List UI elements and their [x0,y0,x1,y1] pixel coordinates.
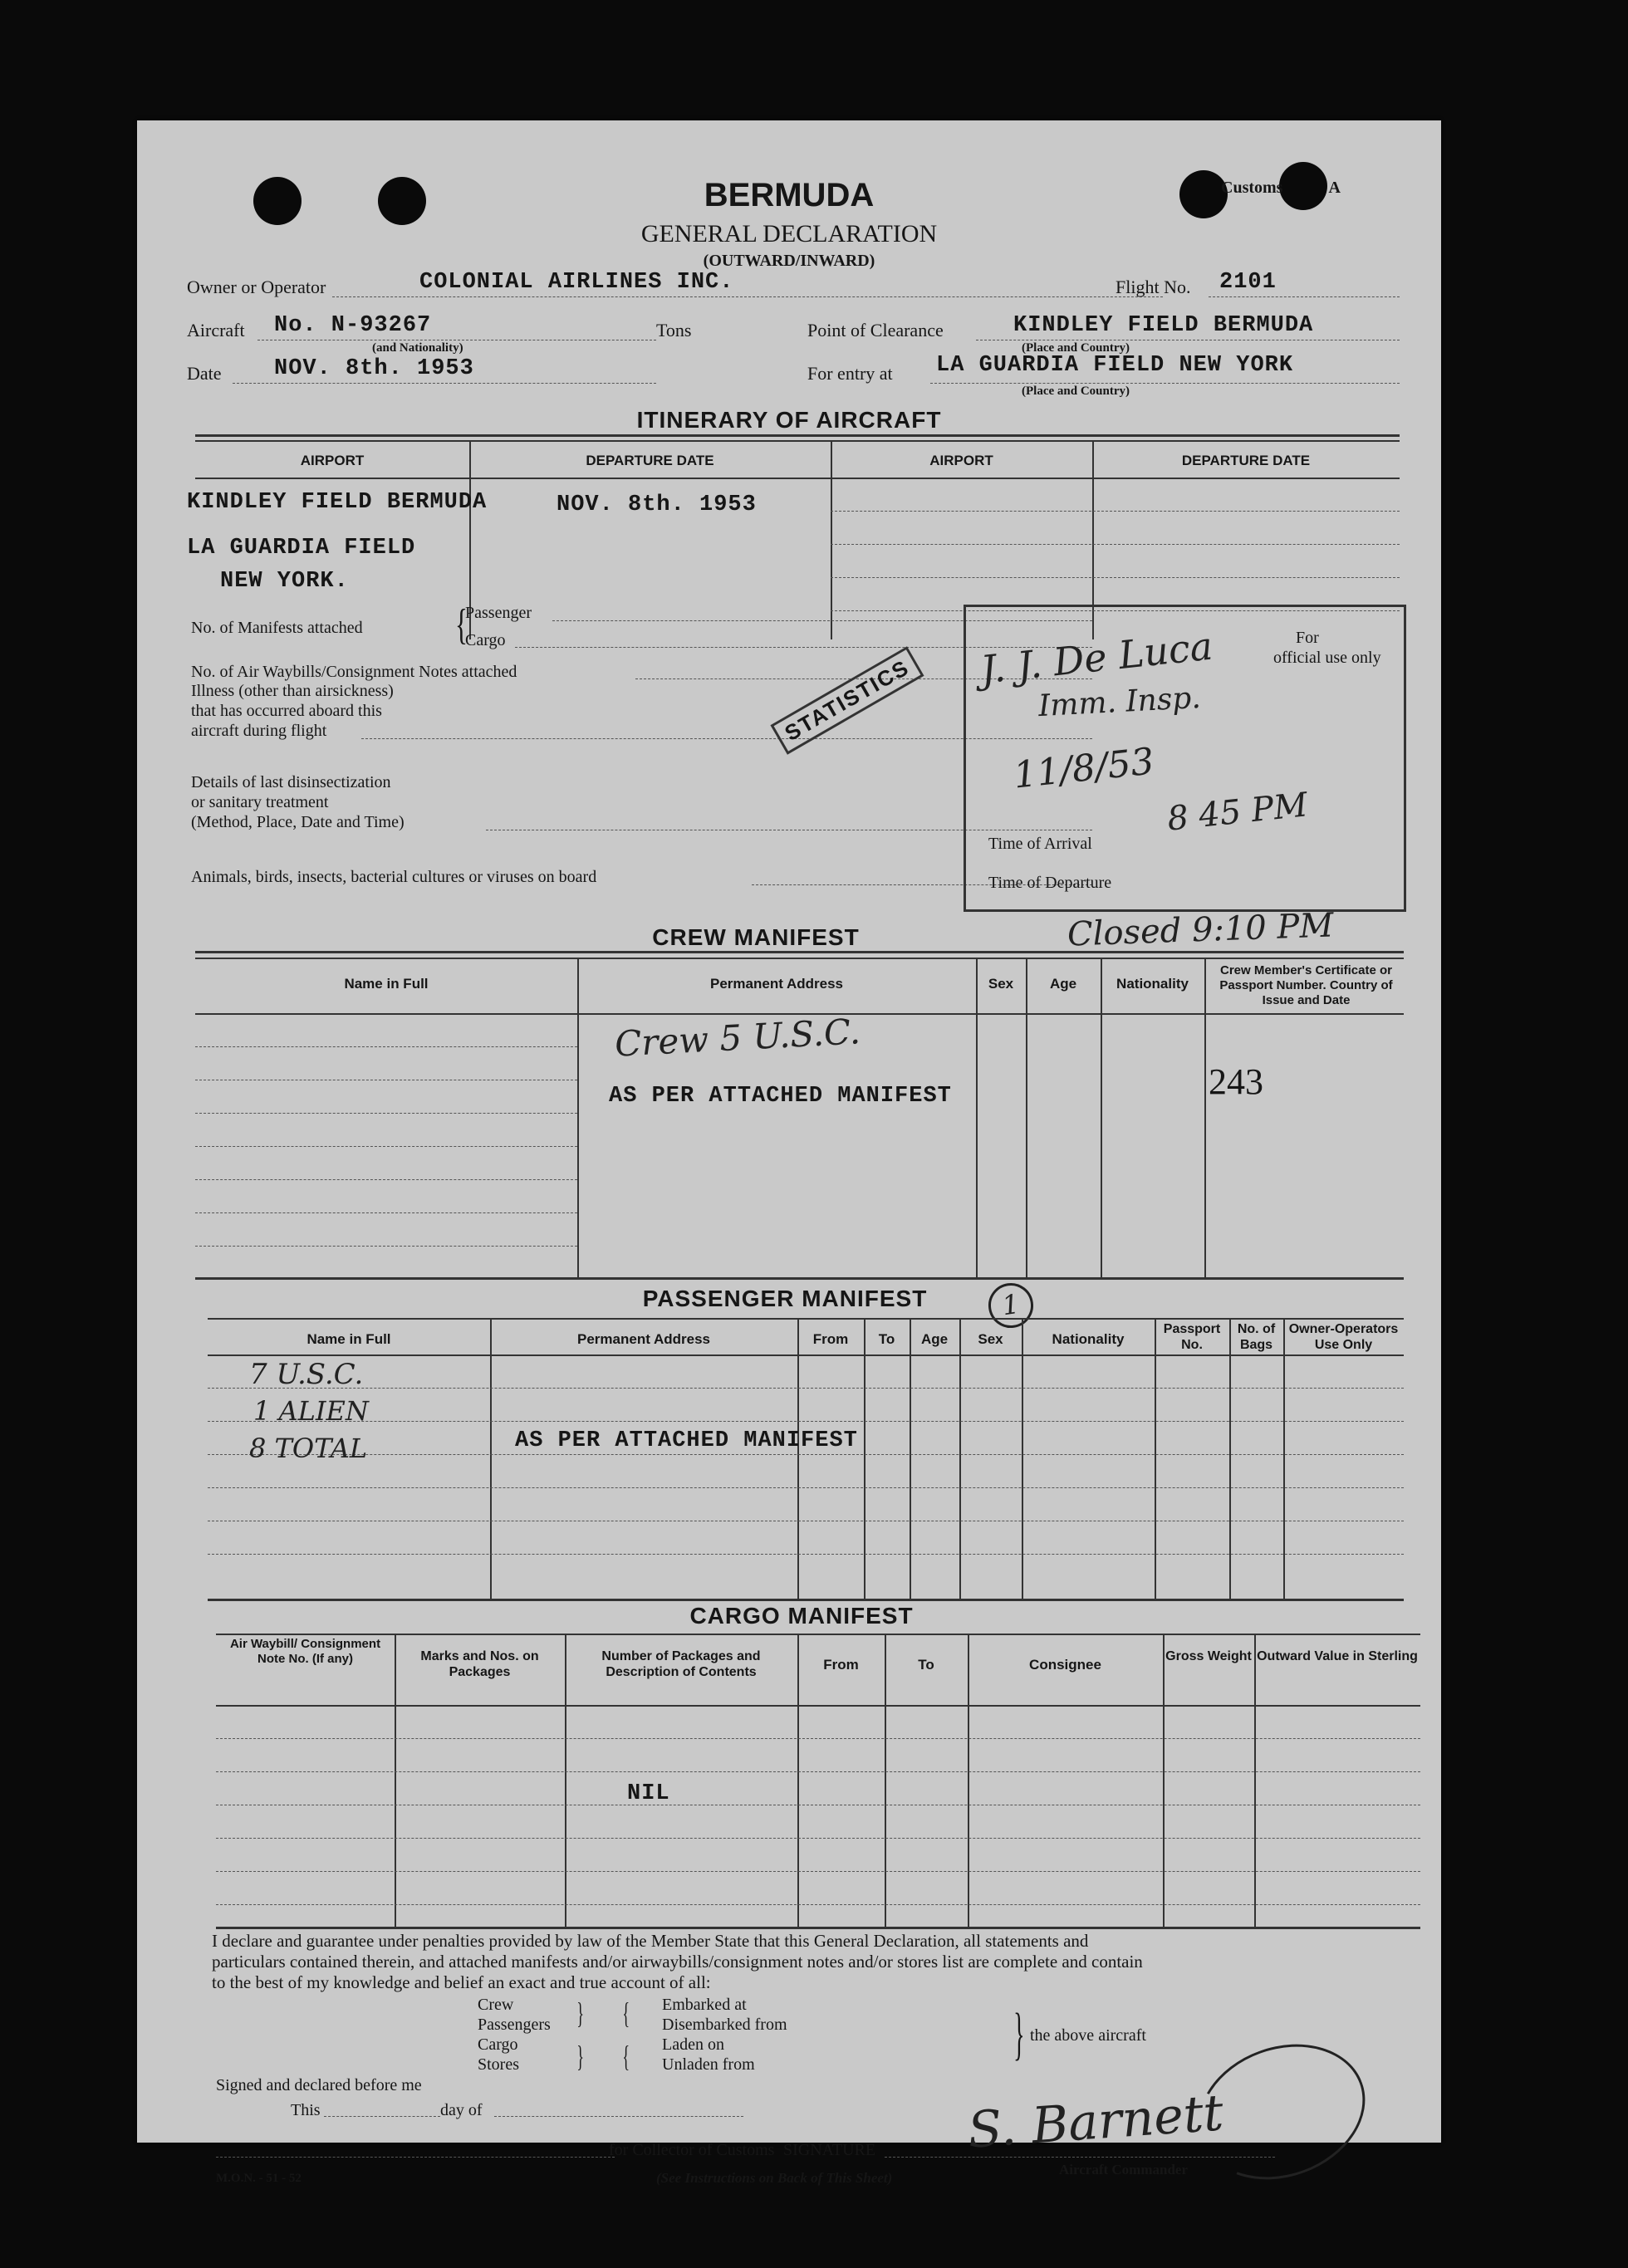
passenger-divider-5 [959,1318,961,1599]
crew-col-nationality: Nationality [1116,976,1189,992]
itinerary-airport-3: NEW YORK. [220,569,349,594]
decl-unladen: Unladen from [662,2055,755,2074]
itinerary-sub-rule [195,478,1400,479]
crew-typed: AS PER ATTACHED MANIFEST [609,1084,952,1109]
decl-passengers: Passengers [478,2016,551,2034]
crew-handwritten: Crew 5 U.S.C. [613,1011,862,1065]
passenger-divider-3 [864,1318,865,1599]
cargo-divider-2 [565,1634,566,1927]
customs-label-suffix: A [1328,179,1341,197]
declaration-form [137,120,1441,2186]
crew-top-rule [195,951,1404,953]
official-time: 8 45 PM [1165,786,1310,839]
itinerary-top-rule [195,434,1400,437]
closed-note: Closed 9:10 PM [1067,906,1335,954]
manifests-label: No. of Manifests attached [191,619,363,637]
crew-divider-5 [1204,958,1206,1277]
crew-col-address: Permanent Address [710,976,843,992]
decl-cargo: Cargo [478,2035,518,2054]
declaration-text-2: particulars contained therein, and attached manifests and/or airwaybills/consignment notes and/or stores list are complete and contain [212,1952,1143,1972]
cargo-title: CARGO MANIFEST [689,1603,914,1629]
nationality-caption: (and Nationality) [372,341,463,355]
day-label: day of [440,2101,483,2119]
cargo-divider-1 [395,1634,396,1927]
decl-crew: Crew [478,1996,514,2014]
decl-stores: Stores [478,2055,519,2074]
crew-divider-1 [577,958,579,1277]
itinerary-row-line-3 [831,577,1400,578]
departure-label: Time of Departure [988,874,1112,892]
commander-label: Aircraft Commander [1059,2162,1189,2177]
passenger-divider-1 [490,1318,492,1599]
crew-col-age: Age [1049,976,1077,992]
crew-number: 243 [1209,1061,1263,1102]
cargo-bottom-rule [216,1927,1420,1929]
crew-divider-4 [1101,958,1102,1277]
itinerary-col-airport-2: AIRPORT [929,453,993,468]
passenger-circle-mark [986,1281,1037,1331]
crew-row-3 [195,1113,577,1114]
disinsect-label-1: Details of last disinsectization [191,773,391,791]
official-title: Imm. Insp. [1037,680,1202,724]
official-signature: J. J. De Luca [978,623,1215,693]
itinerary-airport-1: KINDLEY FIELD BERMUDA [187,490,488,515]
cargo-row-6 [216,1904,1420,1905]
tons-label: Tons [656,320,692,340]
passenger-circle-number: 1 [1000,1287,1022,1322]
cargo-sub-rule [216,1705,1420,1707]
cargo-row-2 [216,1771,1420,1772]
crew-bottom-rule [195,1277,1404,1280]
passenger-sub-rule [208,1354,1404,1356]
passenger-hand-3: 8 TOTAL [249,1433,368,1464]
passenger-typed: AS PER ATTACHED MANIFEST [515,1428,858,1453]
disinsect-label-3: (Method, Place, Date and Time) [191,813,405,831]
passenger-row-2 [208,1421,1404,1422]
owner-label: Owner or Operator [187,277,326,297]
cargo-col-consignee: Consignee [1029,1657,1101,1673]
official-date: 11/8/53 [1011,740,1156,797]
itinerary-row-line-2 [831,544,1400,545]
passenger-col-name: Name in Full [306,1331,391,1347]
animals-label: Animals, birds, insects, bacterial cultures or viruses on board [191,868,597,886]
passenger-col-to: To [878,1331,895,1347]
passenger-row-4 [208,1487,1404,1488]
passenger-divider-6 [1022,1318,1023,1599]
cargo-col-weight: Gross Weight [1165,1649,1252,1663]
commander-signature-flourish [1179,2021,1385,2202]
declaration-text-1: I declare and guarantee under penalties provided by law of the Member State that this General Declaration, all statements and [212,1931,1089,1951]
passenger-hand-1: 7 U.S.C. [249,1358,364,1391]
cargo-divider-5 [968,1634,969,1927]
illness-label-1: Illness (other than airsickness) [191,682,394,700]
passenger-col-owner-use: Owner-Operators Use Only [1288,1322,1399,1352]
illness-label-2: that has occurred aboard this [191,702,382,720]
crew-divider-3 [1026,958,1027,1277]
official-label-1: For [1296,629,1319,647]
cargo-col-to: To [918,1657,934,1673]
passenger-divider-4 [910,1318,911,1599]
crew-col-name: Name in Full [344,976,429,992]
instructions-note: (See Instructions on Back of This Sheet) [656,2170,893,2186]
cargo-col-marks: Marks and Nos. on Packages [420,1649,539,1679]
owner-value: COLONIAL AIRLINES INC. [419,270,734,295]
cargo-divider-3 [797,1634,799,1927]
place-caption-1: (Place and Country) [1022,341,1130,355]
flight-line [1209,296,1400,297]
form-direction: (OUTWARD/INWARD) [703,252,875,270]
aircraft-value: No. N-93267 [274,313,432,338]
aircraft-label: Aircraft [187,320,245,340]
itinerary-col-airport-1: AIRPORT [300,453,365,468]
crew-row-6 [195,1212,577,1213]
passenger-hand-2: 1 ALIEN [253,1395,369,1427]
passenger-divider-9 [1283,1318,1285,1599]
itinerary-airport-2: LA GUARDIA FIELD [187,536,416,561]
form-subtitle: GENERAL DECLARATION [640,220,938,247]
passenger-col-from: From [812,1331,849,1347]
passenger-head-rule [208,1318,1404,1320]
cargo-head-rule [216,1634,1420,1635]
cargo-col-value: Outward Value in Sterling [1257,1649,1418,1663]
crew-row-1 [195,1046,577,1047]
cargo-divider-7 [1254,1634,1256,1927]
signed-label: Signed and declared before me [216,2076,422,2094]
place-caption-2: (Place and Country) [1022,385,1130,398]
cargo-divider-6 [1163,1634,1165,1927]
customs-label-text: Customs [1221,179,1283,197]
flight-label: Flight No. [1116,277,1191,297]
itinerary-row-line-1 [831,511,1400,512]
form-title: BERMUDA [704,177,875,213]
decl-embarked: Embarked at [662,1996,747,2014]
passenger-col-sex: Sex [978,1331,1003,1347]
decl-laden: Laden on [662,2035,724,2054]
signature-label: SIGNATURE [783,2141,876,2159]
crew-col-sex: Sex [988,976,1014,992]
statistics-stamp: STATISTICS [770,646,924,754]
cargo-col-description: Number of Packages and Description of Contents [601,1649,761,1679]
decl-brace-right-2: { [622,2040,630,2073]
disinsect-label-2: or sanitary treatment [191,793,329,811]
crew-col-certificate: Crew Member's Certificate or Passport Number. Country of Issue and Date [1219,963,1393,1007]
manifests-brace: { [454,601,468,649]
itinerary-col-date-2: DEPARTURE DATE [1181,453,1311,468]
arrival-label: Time of Arrival [988,835,1092,853]
itinerary-head-rule [195,440,1400,442]
decl-brace-left-1: } [576,1996,584,2030]
form-number: M.O.N. - 51 - 52 [216,2172,302,2185]
passenger-col-address: Permanent Address [577,1331,710,1347]
crew-head-rule [195,958,1404,959]
illness-label-3: aircraft during flight [191,722,327,740]
passenger-divider-2 [797,1318,799,1599]
itinerary-col-date-1: DEPARTURE DATE [586,453,714,468]
collector-line [216,2157,615,2158]
crew-row-7 [195,1246,577,1247]
clearance-value: KINDLEY FIELD BERMUDA [1013,313,1314,338]
customs-label [1221,179,1341,198]
crew-divider-2 [976,958,978,1277]
cargo-row-4 [216,1838,1420,1839]
cargo-manifest-count-label: Cargo [465,631,506,649]
cargo-row-5 [216,1871,1420,1872]
decl-brace-left-2: } [576,2040,584,2073]
clearance-label: Point of Clearance [807,320,944,340]
date-value: NOV. 8th. 1953 [274,356,474,381]
itinerary-title: ITINERARY OF AIRCRAFT [636,407,942,433]
crew-title: CREW MANIFEST [652,924,860,950]
decl-disembarked: Disembarked from [662,2016,787,2034]
decl-above-aircraft: the above aircraft [1030,2026,1146,2045]
crew-row-4 [195,1146,577,1147]
passenger-row-6 [208,1554,1404,1555]
official-label-2: official use only [1273,649,1381,667]
passenger-title: PASSENGER MANIFEST [642,1286,928,1311]
itinerary-date-1: NOV. 8th. 1953 [557,492,757,517]
entry-line [930,383,1400,384]
waybills-label: No. of Air Waybills/Consignment Notes attached [191,663,517,681]
owner-line [332,296,1163,297]
passenger-col-bags: No. of Bags [1237,1322,1276,1352]
passenger-row-1 [208,1388,1404,1389]
passenger-bottom-rule [208,1599,1404,1601]
entry-label: For entry at [807,363,893,384]
passenger-row-3 [208,1454,1404,1455]
entry-value: LA GUARDIA FIELD NEW YORK [936,353,1294,378]
passenger-col-nationality: Nationality [1052,1331,1125,1347]
passenger-divider-7 [1155,1318,1156,1599]
cargo-divider-4 [885,1634,886,1927]
this-line [324,2116,440,2117]
cargo-col-from: From [823,1657,859,1673]
decl-brace-aircraft: } [1013,2002,1025,2066]
passenger-col-passport: Passport No. [1163,1322,1221,1352]
cargo-col-waybill: Air Waybill/ Consignment Note No. (If any) [229,1637,381,1666]
flight-value: 2101 [1219,270,1277,295]
cargo-row-1 [216,1738,1420,1739]
date-line [233,383,656,384]
crew-row-5 [195,1179,577,1180]
itinerary-divider-2 [831,440,832,639]
decl-brace-right-1: { [622,1996,630,2030]
cargo-nil: NIL [627,1781,670,1806]
passenger-divider-8 [1229,1318,1231,1599]
day-line [494,2116,743,2117]
commander-signature: S. Barnett [965,2084,1226,2160]
passenger-manifest-count-label: Passenger [465,604,532,622]
declaration-text-3: to the best of my knowledge and belief an exact and true account of all: [212,1972,711,1992]
this-label: This [291,2101,321,2119]
passenger-col-age: Age [920,1331,949,1347]
date-label: Date [187,363,222,384]
collector-label: for Collector of Customs [609,2141,775,2159]
